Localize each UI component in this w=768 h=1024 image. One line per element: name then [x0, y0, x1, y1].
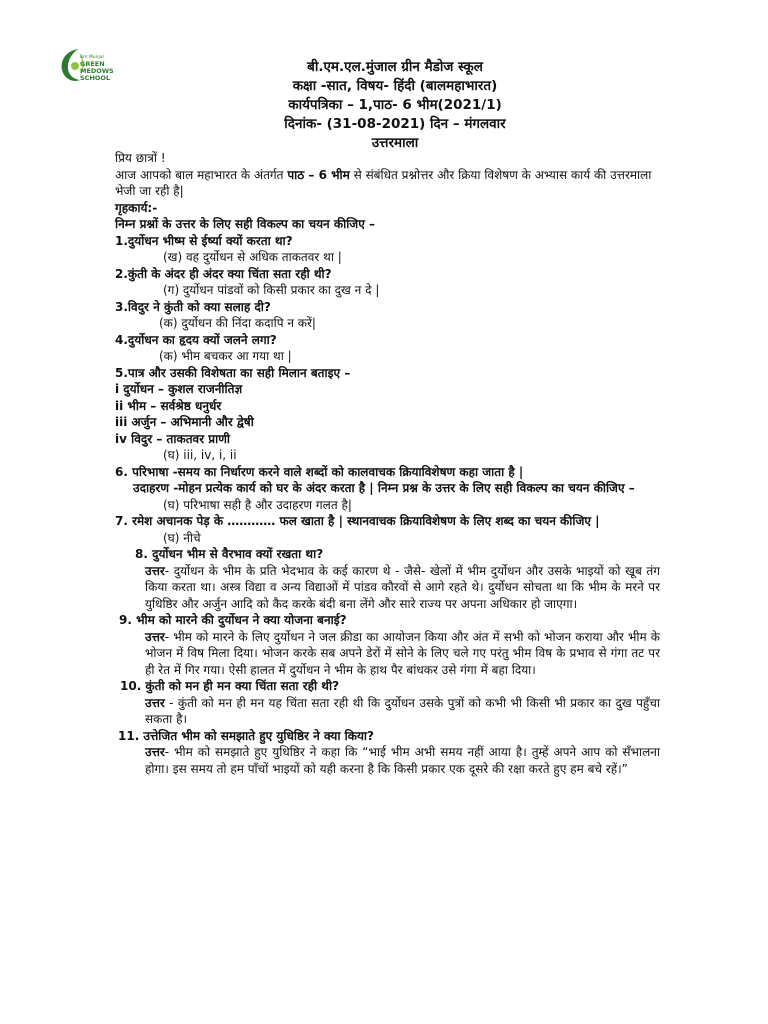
school-name: बी.एम.एल.मुंजाल ग्रीन मैडोज स्कूल — [307, 59, 483, 75]
match-answer: (घ) iii, iv, i, ii — [163, 448, 237, 462]
q9-answer-text: - भीम को मारने के लिए दुर्योधन ने जल क्रीडा का आयोजन किया और अंत में सभी को भोजन कराया और भीम के भोजन में विष मिला दिया। भोजन करके सब अपने डेरों में सोने के लिए चले गए परंतु भीम विष के प्रभाव से गंगा तट पर ही रेत में गिर गया। ऐसी हालत में दुर्योधन ने भीम के हाथ पैर बांधकर उसे गंगा में बहा दिया। — [145, 629, 660, 677]
match-item-3: iii अर्जुन – अभिमानी और द्वेषी — [115, 415, 254, 429]
mcq-question-4: 4.दुर्योधन का हृदय क्यों जलने लगा? — [115, 332, 277, 347]
q8-question: 8. दुर्योधन भीम से वैरभाव क्यों रखता था? — [135, 547, 324, 561]
logo-line1: Bm Munjal — [80, 55, 104, 60]
intro-text-a: आज आपको बाल महाभारत के अंतर्गत — [115, 167, 288, 182]
homework-heading: गृहकार्य:- — [115, 200, 158, 215]
mcq-answer-3: (क) दुर्योधन की निंदा कदापि न करें| — [159, 316, 316, 330]
instruction: निम्न प्रश्नों के उत्तर के लिए सही विकल्प का चयन कीजिए – — [115, 217, 376, 231]
mcq-question-1: 1.दुर्योधन भीष्म से ईर्ष्या क्यों करता था? — [115, 233, 293, 248]
q8-answer-text: - दुर्योधन के भीम के प्रति भेदभाव के कई कारण थे - जैसे- खेलों में भीम दुर्योधन और उसके भाइयों को खूब तंग किया करता था। अस्त्र विद्या व अन्य विद्याओं में पांडव कौरवों से आगे रहते थे। दुर्योधन सोचता था कि भीम के मरने पर युधिष्ठिर और अर्जुन आदि को कैद करके बंदी बना लेंगे और सारे राज्य पर अपना अधिकार हो जाएगा। — [145, 563, 660, 611]
answer-key-title: उत्तरमाला — [371, 135, 419, 151]
mcq-answer-4: (क) भीम बचकर आ गया था | — [159, 349, 292, 363]
logo-line3: MEDOWS — [80, 67, 114, 75]
match-item-4: iv विदुर – ताकतवर प्राणी — [115, 431, 231, 446]
school-logo — [58, 44, 128, 140]
q10-answer — [115, 695, 660, 728]
date-line: दिनांक- (31-08-2021) दिन – मंगलवार — [284, 116, 506, 132]
q6-example: उदाहरण -मोहन प्रत्येक कार्य को घर के अंदर करता है | निम्न प्रश्न के उत्तर के लिए सही विकल्प का चयन कीजिए – — [133, 481, 635, 495]
document-header — [200, 58, 590, 153]
mcq-answer-2: (ग) दुर्योधन पांडवों को किसी प्रकार का दुख न दे | — [163, 283, 380, 297]
match-question: 5.पात्र और उसकी विशेषता का सही मिलान बताइए – — [115, 365, 351, 380]
logo-line2: GREEN — [80, 60, 105, 68]
q8-answer-label: उत्तर — [145, 563, 165, 578]
q6-definition: 6. परिभाषा -समय का निर्धारण करने वाले शब्दों को कालवाचक क्रियाविशेषण कहा जाता है | — [115, 464, 524, 479]
match-item-1: i दुर्योधन – कुशल राजनीतिज्ञ — [115, 382, 243, 396]
intro-text-b: से संबंधित प्रश्नोत्तर और क्रिया विशेषण के अभ्यास कार्य की उत्तरमाला भेजी जा रही है| — [115, 167, 652, 198]
worksheet-title: कार्यपत्रिका – 1,पाठ- 6 भीम(2021/1) — [288, 97, 502, 113]
q6-answer: (घ) परिभाषा सही है और उदाहरण गलत है| — [163, 497, 352, 512]
intro-lesson: पाठ – 6 भीम — [287, 167, 350, 182]
match-item-2: ii भीम – सर्वश्रेष्ठ धनुर्धर — [115, 398, 222, 413]
mcq-question-2: 2.कुंती के अंदर ही अंदर क्या चिंता सता रही थी? — [115, 266, 332, 281]
q11-answer-text: - भीम को समझाते हुए युधिष्ठिर ने कहा कि “भाई भीम अभी समय नहीं आया है। तुम्हें अपने आप को सँभालना होगा। इस समय तो हम पाँचों भाइयों को यही करना है कि किसी प्रकार एक दूसरे की रक्षा करते हुए हम बचे रहें।” — [145, 745, 660, 776]
q7-question: 7. रमेश अचानक पेड़ के ………… फल खाता है | स्थानवाचक क्रियाविशेषण के लिए शब्द का चयन कीजिए | — [115, 514, 600, 528]
q11-question: 11. उत्तेजित भीम को समझाते हुए युधिष्ठिर ने क्या किया? — [118, 728, 374, 743]
q11-answer-label: उत्तर — [145, 745, 165, 759]
q8-answer — [115, 563, 660, 613]
document-body — [115, 150, 660, 777]
q9-question: 9. भीम को मारने की दुर्योधन ने क्या योजना बनाई? — [119, 613, 347, 627]
class-subject: कक्षा -सात, विषय- हिंदी (बालमहाभारत) — [292, 78, 498, 94]
q10-answer-text: - कुंती को मन ही मन यह चिंता सता रही थी कि दुर्योधन उसके पुत्रों को कभी भी किसी भी प्रकार का दुख पहुँचा सकता है। — [145, 695, 660, 726]
q10-question: 10. कुंती को मन ही मन क्या चिंता सता रही थी? — [120, 679, 340, 693]
mcq-question-3: 3.विदुर ने कुंती को क्या सलाह दी? — [115, 299, 271, 314]
logo-line4: SCHOOL — [80, 74, 111, 82]
q9-answer — [115, 629, 660, 679]
mcq-answer-1: (ख) वह दुर्योधन से अधिक ताकतवर था | — [163, 250, 342, 264]
intro-paragraph — [115, 167, 660, 200]
greeting: प्रिय छात्रों ! — [115, 151, 166, 165]
q10-answer-label: उत्तर — [145, 695, 165, 710]
q7-answer: (घ) नीचे — [163, 530, 201, 545]
q9-answer-label: उत्तर — [145, 629, 165, 644]
q11-answer — [115, 744, 660, 777]
